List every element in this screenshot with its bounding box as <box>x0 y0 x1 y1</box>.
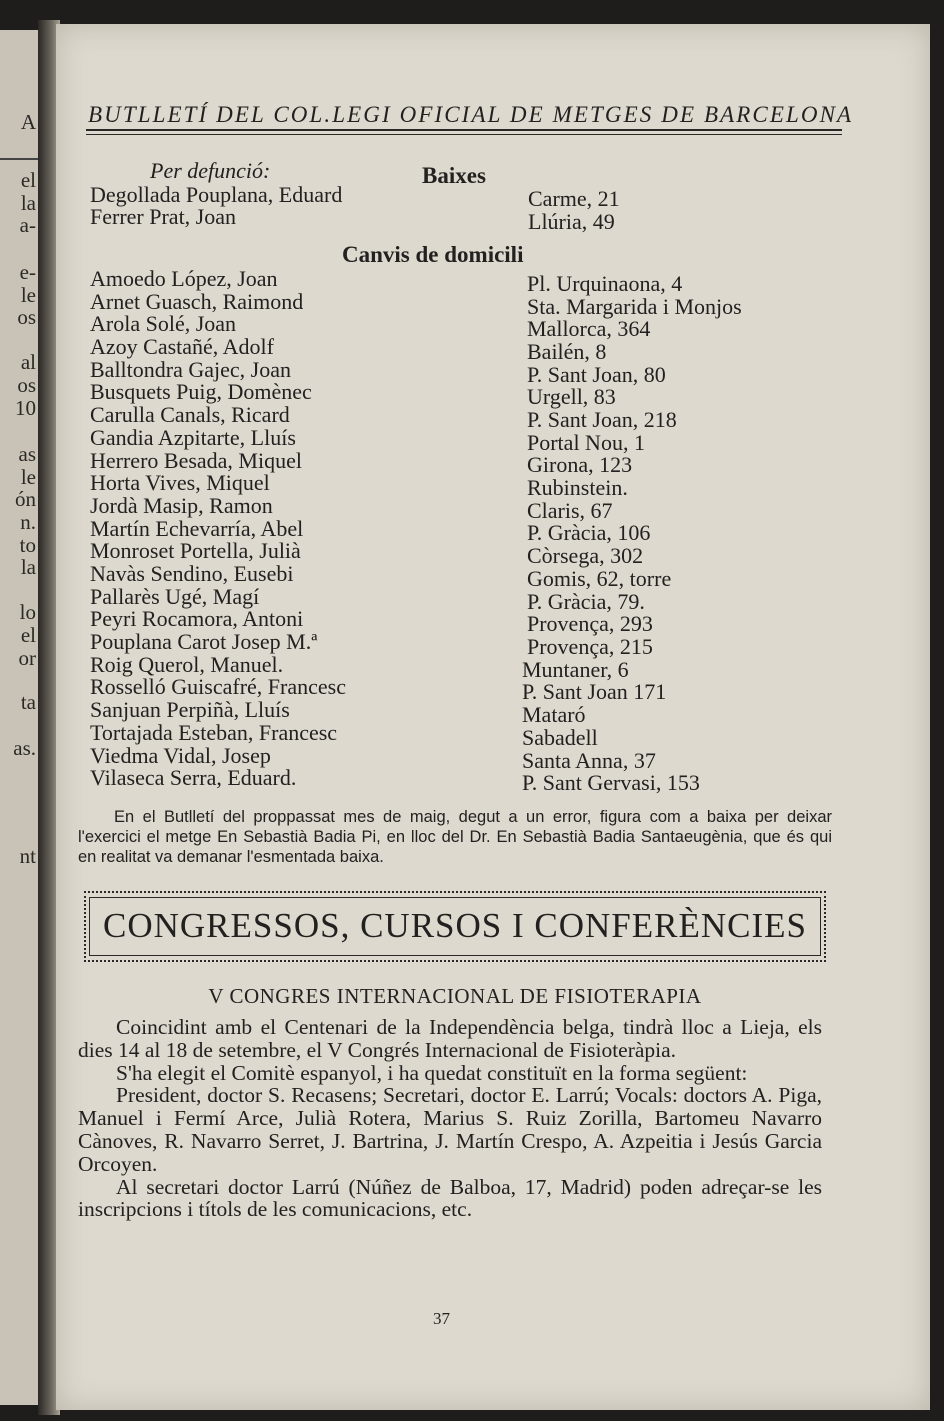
canvis-name: Carulla Canals, Ricard <box>90 402 290 427</box>
canvis-address: P. Sant Joan 171 <box>522 679 667 704</box>
previous-page-fragment: ta <box>20 690 36 714</box>
canvis-name: Roig Querol, Manuel. <box>90 652 284 677</box>
previous-page-fragment: le <box>20 283 36 307</box>
previous-page-fragment: n. <box>20 510 36 534</box>
canvis-name: Busquets Puig, Domènec <box>90 379 312 404</box>
baixes-name: Degollada Pouplana, Eduard <box>90 182 343 207</box>
canvis-name: Arnet Guasch, Raimond <box>90 289 304 314</box>
canvis-name: Monroset Portella, Julià <box>90 538 301 563</box>
previous-page-fragment: as. <box>13 736 36 760</box>
errata-note-text: En el Butlletí del proppassat mes de maig, degut a un error, figura com a baixa per deixar l'exercici el metge En Sebastià Badia Pi, en lloc del Dr. En Sebastià Badia Santaeugènia, que és qui en realitat va demanar l'esmentada baixa. <box>78 808 832 866</box>
baixes-address: Carme, 21 <box>528 186 620 211</box>
baixes-address: Llúria, 49 <box>528 209 615 234</box>
baixes-heading: Baixes <box>422 163 486 188</box>
canvis-name: Azoy Castañé, Adolf <box>90 334 274 359</box>
canvis-name: Balltondra Gajec, Joan <box>90 357 291 382</box>
previous-page-fragment: el <box>20 168 36 192</box>
previous-page-fragment: la <box>20 191 36 215</box>
canvis-address: Còrsega, 302 <box>527 543 644 568</box>
canvis-name: Arola Solé, Joan <box>90 311 237 336</box>
baixes-name: Ferrer Prat, Joan <box>90 204 237 229</box>
previous-page-fragment: lo <box>19 600 36 624</box>
canvis-address: Mataró <box>522 702 586 727</box>
canvis-address: P. Gràcia, 106 <box>527 520 651 545</box>
header-rule-thin <box>86 134 842 135</box>
canvis-name: Vilaseca Serra, Eduard. <box>90 765 297 790</box>
canvis-address: Girona, 123 <box>527 452 633 477</box>
previous-page-fragment: 10 <box>15 396 36 420</box>
article-paragraph: Al secretari doctor Larrú (Núñez de Balboa, 17, Madrid) poden adreçar-se les inscripcions i títols de les comunicacions, etc. <box>78 1174 822 1222</box>
canvis-address: Gomis, 62, torre <box>527 566 672 591</box>
previous-page-fragment: to <box>19 533 36 557</box>
canvis-name: Navàs Sendino, Eusebi <box>90 561 294 586</box>
errata-note <box>78 807 832 867</box>
canvis-heading: Canvis de domicili <box>342 242 524 267</box>
canvis-address: Pl. Urquinaona, 4 <box>527 271 683 296</box>
canvis-address: P. Gràcia, 79. <box>527 589 645 614</box>
canvis-name: Rosselló Guiscafré, Francesc <box>90 674 346 699</box>
previous-page-fragment: le <box>20 465 36 489</box>
canvis-address: Rubinstein. <box>527 475 628 500</box>
previous-page-fragment: os <box>17 373 36 397</box>
canvis-address: Sabadell <box>522 725 598 750</box>
canvis-name: Tortajada Esteban, Francesc <box>90 720 338 745</box>
header-rule <box>86 129 842 131</box>
previous-page-fragment: nt <box>19 844 36 868</box>
canvis-address: Sta. Margarida i Monjos <box>527 294 742 319</box>
canvis-address: Portal Nou, 1 <box>527 430 645 455</box>
previous-page-fragment: el <box>20 623 36 647</box>
canvis-address: Muntaner, 6 <box>522 657 629 682</box>
page-number: 37 <box>433 1309 450 1328</box>
canvis-address: Bailén, 8 <box>527 339 607 364</box>
canvis-name: Pouplana Carot Josep M.ª <box>90 629 318 654</box>
article-paragraph: Coincidint amb el Centenari de la Independència belga, tindrà lloc a Lieja, els dies 14 al 18 de setembre, el V Congrés Internacional de Fisioteràpia. <box>78 1015 822 1062</box>
canvis-name: Viedma Vidal, Josep <box>90 743 271 768</box>
previous-page-fragment: la <box>20 555 36 579</box>
previous-page-edge <box>0 30 40 1405</box>
previous-page-fragment: A <box>20 110 36 134</box>
canvis-name: Martín Echevarría, Abel <box>90 516 304 541</box>
canvis-address: P. Sant Joan, 218 <box>527 407 677 432</box>
canvis-name: Pallarès Ugé, Magí <box>90 584 260 609</box>
section-title: CONGRESSOS, CURSOS I CONFERÈNCIES <box>103 906 807 945</box>
previous-page-fragment: or <box>18 646 36 670</box>
previous-page-rule <box>0 158 40 160</box>
canvis-address: Provença, 215 <box>527 634 653 659</box>
article-title: V CONGRES INTERNACIONAL DE FISIOTERAPIA <box>208 984 702 1008</box>
canvis-address: Provença, 293 <box>527 611 653 636</box>
previous-page-fragment: e- <box>19 260 36 284</box>
canvis-address: P. Sant Joan, 80 <box>527 362 666 387</box>
previous-page-fragment: as <box>18 442 36 466</box>
canvis-address: Urgell, 83 <box>527 384 616 409</box>
canvis-address: P. Sant Gervasi, 153 <box>522 770 700 795</box>
canvis-address: Claris, 67 <box>527 498 613 523</box>
previous-page-fragment: a- <box>19 213 36 237</box>
canvis-name: Horta Vives, Miquel <box>90 470 270 495</box>
canvis-name: Gandia Azpitarte, Lluís <box>90 425 296 450</box>
article-paragraph: S'ha elegit el Comitè espanyol, i ha quedat constituït en la forma següent: <box>116 1060 748 1085</box>
baixes-cause-label: Per defunció: <box>150 158 271 183</box>
previous-page-fragment: al <box>20 350 36 374</box>
canvis-name: Jordà Masip, Ramon <box>90 493 273 518</box>
canvis-name: Sanjuan Perpiñà, Lluís <box>90 697 290 722</box>
canvis-name: Peyri Rocamora, Antoni <box>90 606 304 631</box>
article-body <box>78 1016 822 1221</box>
journal-page <box>56 24 930 1410</box>
running-header: BUTLLETÍ DEL COL.LEGI OFICIAL DE METGES DE BARCELONA <box>88 102 854 127</box>
previous-page-fragment: ón <box>15 487 36 511</box>
canvis-name: Herrero Besada, Miquel <box>90 448 302 473</box>
previous-page-fragment: os <box>17 305 36 329</box>
canvis-address: Mallorca, 364 <box>527 316 651 341</box>
canvis-address: Santa Anna, 37 <box>522 748 656 773</box>
canvis-name: Amoedo López, Joan <box>90 266 278 291</box>
article-paragraph: President, doctor S. Recasens; Secretari, doctor E. Larrú; Vocals: doctors A. Piga, Manuel i Fermí Arce, Julià Rotera, Marius S. Ruiz Zorilla, Bartomeu Navarro Cànoves, R. Navarro Serret, J. Bartrina, J. Martín Crespo, A. Azpeitia i Jesús Garcia Orcoyen. <box>78 1083 822 1176</box>
